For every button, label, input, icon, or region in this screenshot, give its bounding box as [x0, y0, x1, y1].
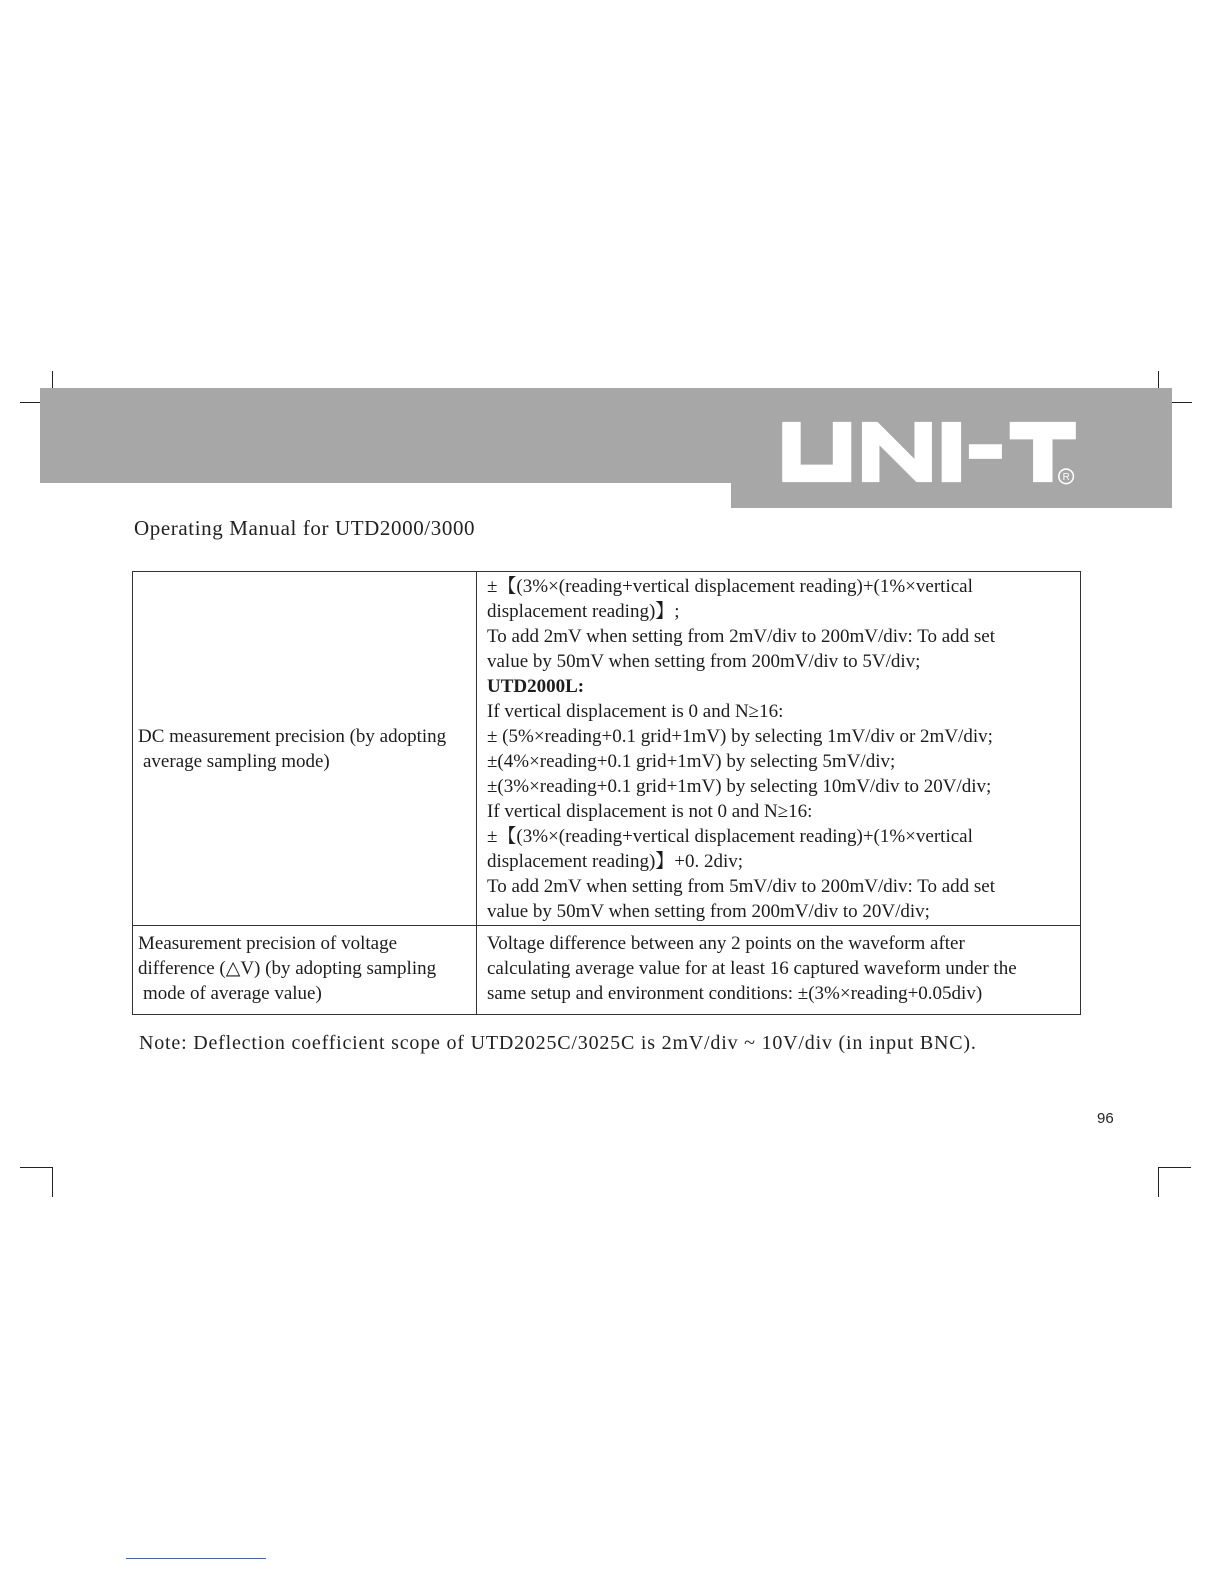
crop-mark-bottom-left-vertical	[52, 1167, 53, 1197]
crop-mark-top-left-horizontal	[20, 402, 40, 403]
crop-mark-top-left-vertical	[52, 371, 53, 389]
value-line: displacement reading)】;	[487, 601, 680, 622]
table-row	[133, 926, 1081, 1015]
parameter-cell	[133, 572, 477, 926]
value-line: value by 50mV when setting from 200mV/div to 20V/div;	[487, 901, 930, 922]
document-title: Operating Manual for UTD2000/3000	[134, 516, 476, 540]
value-cell	[477, 572, 1081, 926]
spec-table	[132, 571, 1081, 1015]
value-line: displacement reading)】+0. 2div;	[487, 851, 744, 872]
link-underline[interactable]	[126, 1558, 266, 1559]
value-line: value by 50mV when setting from 200mV/div to 5V/div;	[487, 651, 921, 672]
parameter-line: difference (△V) (by adopting sampling	[138, 958, 437, 979]
model-subheading: UTD2000L:	[487, 676, 585, 697]
parameter-line: average sampling mode)	[143, 750, 330, 772]
parameter-cell	[133, 926, 477, 1015]
value-line: To add 2mV when setting from 2mV/div to 200mV/div: To add set	[487, 626, 996, 647]
parameter-line: mode of average value)	[143, 983, 322, 1004]
value-line: ± (5%×reading+0.1 grid+1mV) by selecting 1mV/div or 2mV/div;	[487, 726, 993, 747]
value-line: same setup and environment conditions: ±(3%×reading+0.05div)	[487, 983, 983, 1004]
registered-mark: R	[1062, 472, 1070, 484]
value-line: To add 2mV when setting from 5mV/div to 200mV/div: To add set	[487, 876, 996, 897]
value-line: ±(4%×reading+0.1 grid+1mV) by selecting 5mV/div;	[487, 751, 896, 772]
footnote: Note: Deflection coefficient scope of UTD2025C/3025C is 2mV/div ~ 10V/div (in input BNC).	[139, 1032, 977, 1054]
value-cell	[477, 926, 1081, 1015]
crop-mark-bottom-right-horizontal	[1158, 1167, 1191, 1168]
value-line: Voltage difference between any 2 points on the waveform after	[487, 933, 965, 954]
uni-t-logo	[774, 418, 1086, 488]
value-line: ±【(3%×(reading+vertical displacement reading)+(1%×vertical	[487, 826, 973, 847]
crop-mark-top-right-horizontal	[1172, 402, 1192, 403]
value-line: ±(3%×reading+0.1 grid+1mV) by selecting 10mV/div to 20V/div;	[487, 776, 992, 797]
crop-mark-bottom-left-horizontal	[20, 1167, 53, 1168]
parameter-line: Measurement precision of voltage	[138, 933, 398, 954]
crop-mark-top-right-vertical	[1158, 371, 1159, 389]
value-line: ±【(3%×(reading+vertical displacement reading)+(1%×vertical	[487, 576, 973, 597]
page-number: 96	[1097, 1110, 1114, 1127]
parameter-line: DC measurement precision (by adopting	[138, 725, 447, 747]
value-line: calculating average value for at least 16 captured waveform under the	[487, 958, 1017, 979]
table-row	[133, 572, 1081, 926]
crop-mark-bottom-right-vertical	[1158, 1167, 1159, 1197]
value-line: If vertical displacement is not 0 and N≥16:	[487, 801, 813, 822]
value-line: If vertical displacement is 0 and N≥16:	[487, 701, 784, 722]
